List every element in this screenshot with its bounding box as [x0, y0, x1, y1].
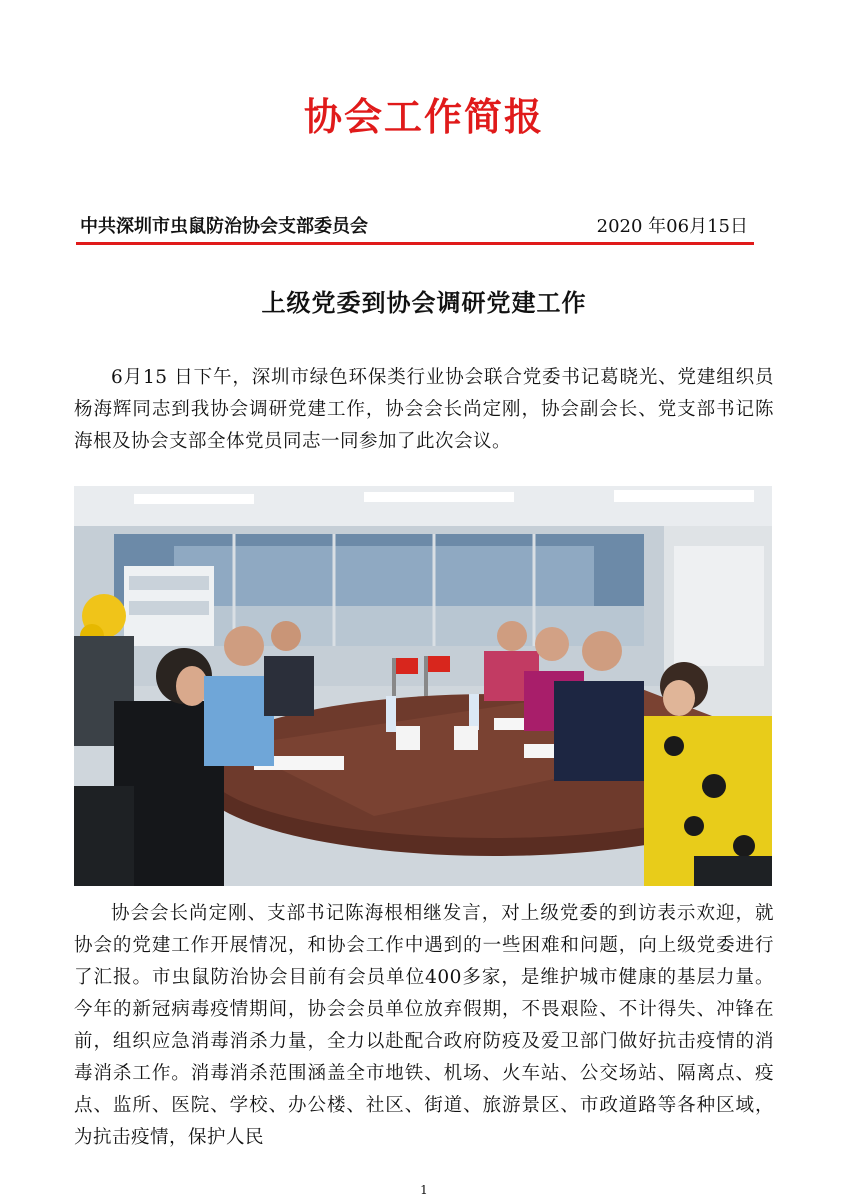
article-paragraph-1: 6月15 日下午，深圳市绿色环保类行业协会联合党委书记葛晓光、党建组织员杨海辉同志到我协会调研党建工作，协会会长尚定刚，协会副会长、党支部书记陈海根及协会支部全体党员同志一同参加了此次会议。 [74, 367, 774, 452]
meeting-photo [74, 486, 772, 886]
report-header [80, 214, 752, 240]
article-title: 上级党委到协会调研党建工作 [261, 288, 587, 317]
report-title: 协会工作简报 [303, 95, 544, 139]
report-date: 2020 年06月15日 [596, 216, 748, 237]
article-paragraph-2: 协会会长尚定刚、支部书记陈海根相继发言，对上级党委的到访表示欢迎，就协会的党建工作开展情况，和协会工作中遇到的一些困难和问题，向上级党委进行了汇报。市虫鼠防治协会目前有会员单位400多家，是维护城市健康的基层力量。今年的新冠病毒疫情期间，协会会员单位放弃假期，不畏艰险、不计得失、冲锋在前，组织应急消毒消杀力量，全力以赴配合政府防疫及爱卫部门做好抗击疫情的消毒消杀工作。消毒消杀范围涵盖全市地铁、机场、火车站、公交场站、隔离点、疫点、监所、医院、学校、办公楼、社区、街道、旅游景区、市政道路等各种区域，为抗击疫情，保护人民 [74, 903, 774, 1148]
header-divider [76, 242, 754, 245]
organization-name: 中共深圳市虫鼠防治协会支部委员会 [80, 216, 368, 237]
page-number: 1 [420, 1183, 428, 1197]
